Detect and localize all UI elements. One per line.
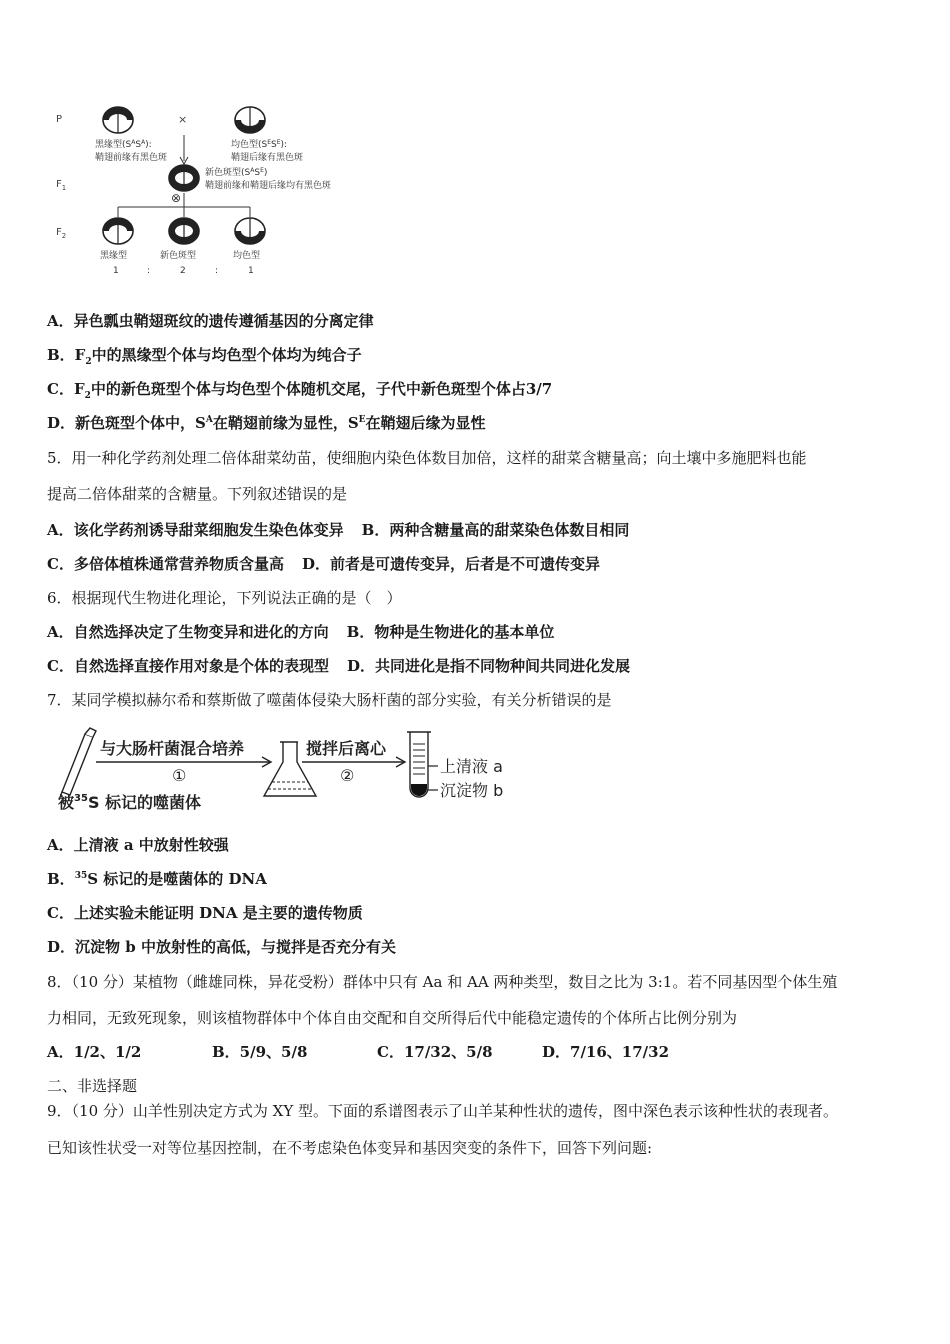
- q9-stem-line2: 已知该性状受一对等位基因控制，在不考虑染色体变异和基因突变的条件下，回答下列问题:: [47, 1139, 653, 1157]
- phage-experiment-diagram: [52, 726, 522, 818]
- parent2-phenotype: 鞘翅后缘有黑色斑: [231, 153, 304, 163]
- q8-option-b: B．5/9、5/8: [212, 1043, 308, 1061]
- selfing-symbol: ⊗: [171, 191, 182, 205]
- f2-label-black-edge: 黑缘型: [100, 251, 128, 261]
- section-heading: 二、非选择题: [47, 1077, 138, 1095]
- parent-uniform-bug: [235, 107, 265, 133]
- f2-label-new-spot: 新色斑型: [160, 251, 197, 261]
- q8-stem-line1: 8．（10 分）某植物（雌雄同株，异花受粉）群体中只有 Aa 和 AA 两种类型，数目之比为 3:1。若不同基因型个体生殖: [47, 973, 838, 991]
- sediment-label: 沉淀物 b: [440, 781, 504, 800]
- q4-option-d: D．新色斑型个体中，$S^A$在鞘翅前缘为显性，$S^E$在鞘翅后缘为显性: [47, 414, 486, 432]
- q5-option-a: A．该化学药剂诱导甜菜细胞发生染色体变异: [47, 521, 344, 539]
- q8-stem-line2: 力相同，无致死现象，则该植物群体中个体自由交配和自交所得后代中能稳定遗传的个体所占比例分别为: [47, 1009, 738, 1027]
- step1-label: 与大肠杆菌混合培养: [100, 739, 245, 758]
- q5-stem-line2: 提高二倍体甜菜的含糖量。下列叙述错误的是: [47, 485, 348, 503]
- ratio-3: 1: [248, 266, 254, 276]
- step1-number: ①: [172, 766, 187, 785]
- q5-option-d: D．前者是可遗传变异，后者是不可遗传变异: [301, 555, 600, 573]
- q5-options-row2: [47, 554, 600, 574]
- f1-genotype: 新色斑型$(S^AS^E)$: [205, 167, 268, 178]
- ratio-1: 1: [113, 266, 119, 276]
- q6-stem: 6．根据现代生物进化理论，下列说法正确的是（ ）: [47, 589, 402, 607]
- q5-stem-line1: 5．用一种化学药剂处理二倍体甜菜幼苗，使细胞内染色体数目加倍，这样的甜菜含糖量高；向土壤中多施肥料也能: [47, 449, 807, 467]
- q4-option-b: B．$F_2$中的黑缘型个体与均色型个体均为纯合子: [47, 346, 362, 367]
- f1-new-spot-bug: [169, 165, 199, 191]
- q6-option-a: A．自然选择决定了生物变异和进化的方向: [47, 623, 329, 641]
- labeled-phage-label: 被$^{35}$S 标记的噬菌体: [58, 793, 202, 812]
- ladybug-cross-diagram: [50, 95, 380, 285]
- q5-option-b: B．两种含糖量高的甜菜染色体数目相同: [361, 521, 630, 539]
- f1-phenotype: 鞘翅前缘和鞘翅后缘均有黑色斑: [205, 181, 332, 191]
- parent2-genotype: 均色型$(S^ES^E)$:: [231, 139, 288, 150]
- q7-option-d: D．沉淀物 b 中放射性的高低，与搅拌是否充分有关: [47, 938, 396, 956]
- q8-option-c: C．17/32、5/8: [377, 1043, 493, 1061]
- ratio-sep-1: :: [147, 266, 151, 276]
- q9-stem-line1: 9．（10 分）山羊性别决定方式为 XY 型。下面的系谱图表示了山羊某种性状的遗传，图中深色表示该种性状的表现者。: [47, 1102, 839, 1120]
- q6-option-b: B．物种是生物进化的基本单位: [346, 623, 555, 641]
- q6-options-row1: [47, 622, 554, 642]
- f2-new-spot-bug: [169, 218, 199, 244]
- step2-number: ②: [340, 766, 355, 785]
- cross-symbol: ×: [178, 113, 188, 126]
- parent1-phenotype: 鞘翅前缘有黑色斑: [95, 153, 168, 163]
- q7-stem: 7．某同学模拟赫尔希和蔡斯做了噬菌体侵染大肠杆菌的部分实验，有关分析错误的是: [47, 691, 612, 709]
- q8-option-a: A．1/2、1/2: [47, 1043, 142, 1061]
- q6-option-d: D．共同进化是指不同物种间共同进化发展: [346, 657, 630, 675]
- ratio-2: 2: [180, 266, 186, 276]
- supernatant-label: 上清液 a: [440, 757, 503, 776]
- parent-black-edge-bug: [103, 107, 133, 133]
- q4-option-a: A．异色瓢虫鞘翅斑纹的遗传遵循基因的分离定律: [47, 312, 374, 330]
- dropper-icon: [59, 728, 96, 800]
- f2-label-uniform: 均色型: [233, 251, 261, 261]
- f2-uniform-bug: [235, 218, 265, 244]
- q8-option-d: D．7/16、17/32: [542, 1043, 670, 1061]
- f2-black-edge-bug: [103, 218, 133, 244]
- q5-option-c: C．多倍体植株通常营养物质含量高: [47, 555, 284, 573]
- q7-option-a: A．上清液 a 中放射性较强: [47, 836, 229, 854]
- generation-f2-label: $F_2$: [56, 227, 67, 240]
- q4-option-c: C．$F_2$中的新色斑型个体与均色型个体随机交尾，子代中新色斑型个体占3/7: [47, 380, 553, 401]
- q5-options-row1: [47, 520, 629, 540]
- ratio-sep-2: :: [215, 266, 219, 276]
- test-tube-icon: [407, 732, 431, 797]
- step2-label: 搅拌后离心: [306, 739, 387, 758]
- q6-options-row2: [47, 656, 630, 676]
- parent1-genotype: 黑缘型$(S^AS^A)$:: [95, 139, 152, 150]
- q7-option-b: B．$^{35}$S 标记的是噬菌体的 DNA: [47, 870, 267, 888]
- generation-p-label: P: [56, 114, 63, 125]
- q7-option-c: C．上述实验未能证明 DNA 是主要的遗传物质: [47, 904, 363, 922]
- generation-f1-label: $F_1$: [56, 179, 67, 192]
- q6-option-c: C．自然选择直接作用对象是个体的表现型: [47, 657, 329, 675]
